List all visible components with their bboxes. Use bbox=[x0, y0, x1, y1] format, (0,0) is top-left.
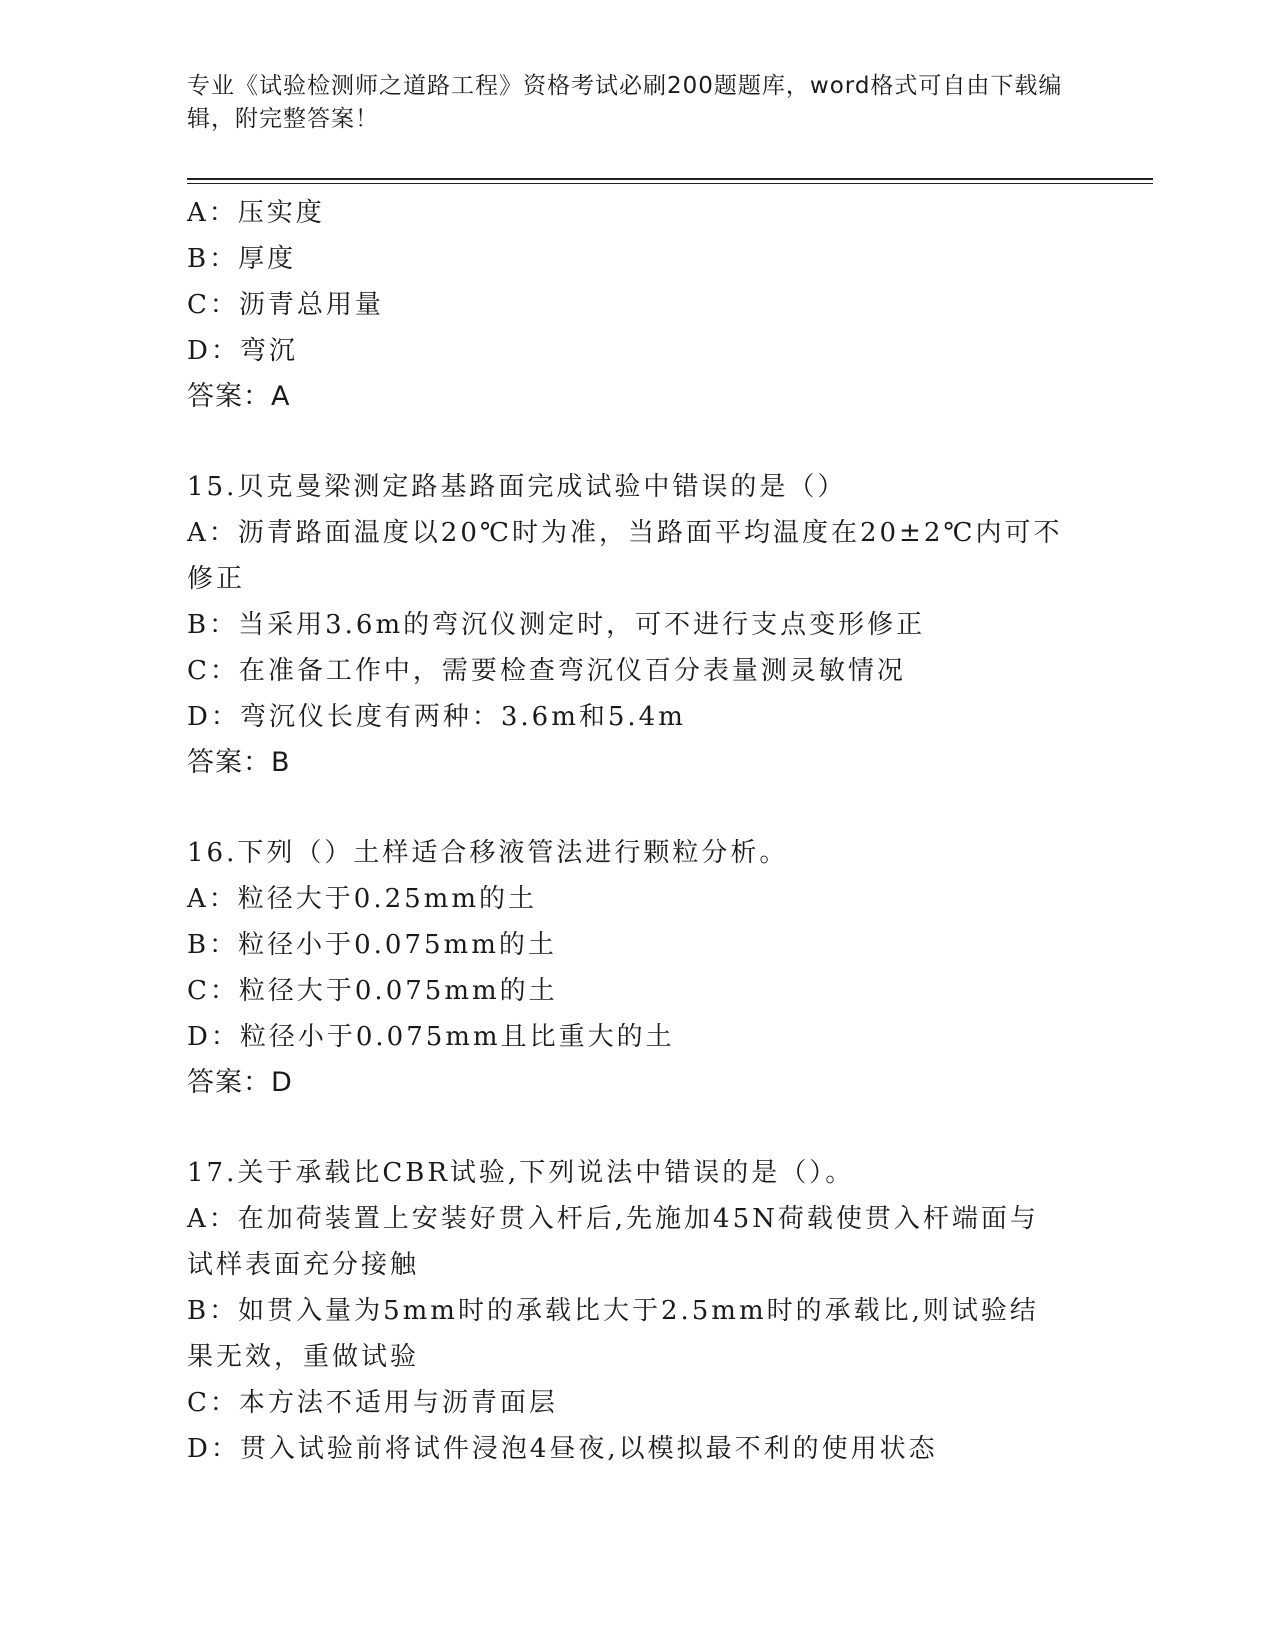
option-a: A：沥青路面温度以20℃时为准，当路面平均温度在20±2℃内可不修正 bbox=[187, 518, 1063, 594]
answer-line: 答案：D bbox=[187, 1067, 293, 1098]
option-d: D：粒径小于0.075mm且比重大的土 bbox=[187, 1022, 675, 1052]
answer-line: 答案：A bbox=[187, 381, 291, 412]
header-text: 专业《试验检测师之道路工程》资格考试必刷200题题库，word格式可自由下载编辑，附完整答案！ bbox=[187, 73, 1063, 132]
option-d: D：贯入试验前将试件浸泡4昼夜,以模拟最不利的使用状态 bbox=[187, 1434, 938, 1464]
answer-line: 答案：B bbox=[187, 747, 291, 778]
option-b: B：粒径小于0.075mm的土 bbox=[187, 930, 557, 960]
option-d: D：弯沉仪长度有两种：3.6m和5.4m bbox=[187, 702, 686, 732]
question-block-17 bbox=[187, 1150, 1067, 1472]
question-text: 15.贝克曼梁测定路基路面完成试验中错误的是（） bbox=[187, 472, 847, 502]
option-a: A：粒径大于0.25mm的土 bbox=[187, 884, 537, 914]
option-d: D：弯沉 bbox=[187, 336, 298, 366]
option-b: B：厚度 bbox=[187, 244, 297, 274]
question-block-16 bbox=[187, 830, 1067, 1106]
question-list bbox=[187, 190, 1067, 1472]
option-a: A：压实度 bbox=[187, 198, 325, 228]
question-text: 16.下列（）土样适合移液管法进行颗粒分析。 bbox=[187, 838, 789, 868]
option-a: A：在加荷装置上安装好贯入杆后,先施加45N荷载使贯入杆端面与试样表面充分接触 bbox=[187, 1204, 1039, 1280]
option-c: C：在准备工作中，需要检查弯沉仪百分表量测灵敏情况 bbox=[187, 656, 906, 686]
option-b: B：如贯入量为5mm时的承载比大于2.5mm时的承载比,则试验结果无效，重做试验 bbox=[187, 1296, 1039, 1372]
question-block-15 bbox=[187, 464, 1067, 786]
option-b: B：当采用3.6m的弯沉仪测定时，可不进行支点变形修正 bbox=[187, 610, 926, 640]
option-c: C：沥青总用量 bbox=[187, 290, 384, 320]
document-header bbox=[187, 70, 1067, 136]
option-c: C：本方法不适用与沥青面层 bbox=[187, 1388, 558, 1418]
question-text: 17.关于承载比CBR试验,下列说法中错误的是（）。 bbox=[187, 1158, 855, 1188]
header-divider-thin bbox=[187, 183, 1153, 184]
question-block-14 bbox=[187, 190, 1067, 420]
header-divider-thick bbox=[187, 178, 1153, 180]
option-c: C：粒径大于0.075mm的土 bbox=[187, 976, 558, 1006]
